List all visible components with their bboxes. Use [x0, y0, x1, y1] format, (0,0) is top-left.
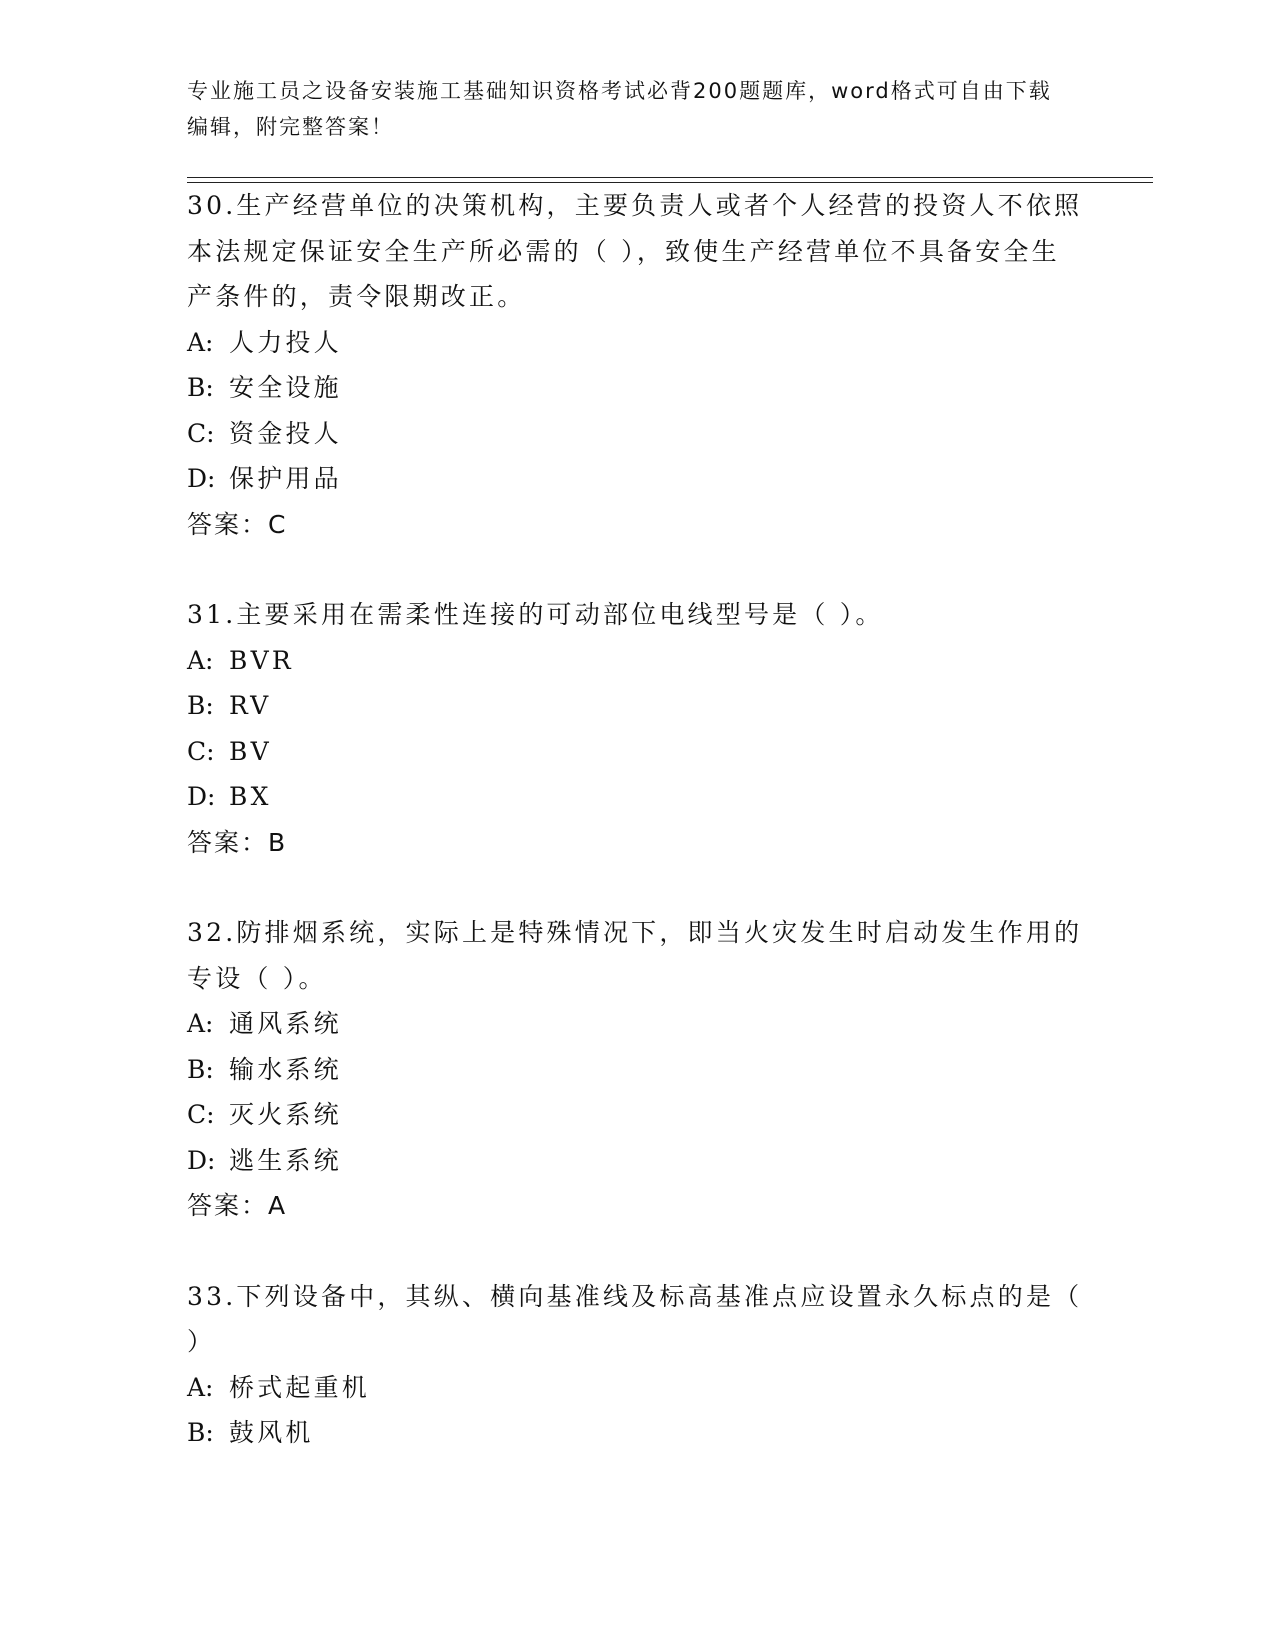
- option-letter: A:: [187, 645, 214, 675]
- option-d: [187, 774, 1087, 820]
- question-stem: 33.下列设备中，其纵、横向基准线及标高基准点应设置永久标点的是（ ）: [187, 1281, 1083, 1356]
- option-letter: D:: [187, 464, 216, 493]
- question-31: [187, 592, 1087, 865]
- option-letter: B:: [187, 691, 214, 720]
- option-text: 保护用品: [229, 464, 342, 493]
- question-list: [187, 183, 1087, 1501]
- option-c: [187, 411, 1087, 457]
- option-a: [187, 1365, 1087, 1411]
- option-a: [187, 638, 1087, 684]
- question-stem: 30.生产经营单位的决策机构，主要负责人或者个人经营的投资人不依照本法规定保证安全生产所必需的（ ），致使生产经营单位不具备安全生产条件的，责令限期改正。: [187, 191, 1083, 311]
- option-letter: C:: [187, 736, 215, 766]
- option-text: 灭火系统: [229, 1100, 342, 1129]
- option-letter: B:: [187, 1054, 214, 1084]
- option-letter: B:: [187, 373, 214, 402]
- option-c: [187, 729, 1087, 775]
- option-text: BX: [229, 782, 272, 811]
- option-a: [187, 320, 1087, 366]
- option-a: [187, 1001, 1087, 1047]
- option-b: [187, 365, 1087, 411]
- option-letter: B:: [187, 1418, 214, 1447]
- option-letter: D:: [187, 782, 216, 811]
- option-d: [187, 1138, 1087, 1184]
- option-letter: A:: [187, 1372, 214, 1402]
- option-text: BVR: [229, 645, 294, 675]
- option-text: 通风系统: [229, 1009, 342, 1038]
- question-30: [187, 183, 1087, 547]
- answer-line: 答案：B: [187, 827, 288, 857]
- question-stem: 32.防排烟系统，实际上是特殊情况下，即当火灾发生时启动发生作用的专设（ ）。: [187, 918, 1083, 993]
- option-b: [187, 1047, 1087, 1093]
- option-d: [187, 456, 1087, 502]
- document-header: 专业施工员之设备安装施工基础知识资格考试必背200题题库，word格式可自由下载编辑，附完整答案！: [187, 79, 1052, 139]
- option-letter: A:: [187, 327, 214, 357]
- option-letter: C:: [187, 418, 215, 448]
- option-letter: A:: [187, 1009, 214, 1038]
- option-text: 输水系统: [229, 1054, 342, 1084]
- option-c: [187, 1092, 1087, 1138]
- option-text: 资金投人: [229, 418, 342, 448]
- option-text: 逃生系统: [229, 1145, 342, 1175]
- option-text: BV: [229, 736, 272, 766]
- question-32: [187, 910, 1087, 1229]
- answer-line: 答案：A: [187, 1191, 288, 1220]
- option-b: [187, 1410, 1087, 1456]
- answer-line: 答案：C: [187, 509, 288, 539]
- question-33: [187, 1274, 1087, 1456]
- option-text: 人力投人: [229, 327, 342, 357]
- header-divider-top: [187, 177, 1153, 178]
- question-stem: 31.主要采用在需柔性连接的可动部位电线型号是（ ）。: [187, 600, 884, 629]
- option-text: 桥式起重机: [229, 1372, 371, 1402]
- option-text: 鼓风机: [229, 1418, 314, 1447]
- option-text: RV: [229, 691, 272, 720]
- option-b: [187, 683, 1087, 729]
- option-letter: D:: [187, 1145, 216, 1175]
- option-text: 安全设施: [229, 373, 342, 402]
- option-letter: C:: [187, 1100, 215, 1129]
